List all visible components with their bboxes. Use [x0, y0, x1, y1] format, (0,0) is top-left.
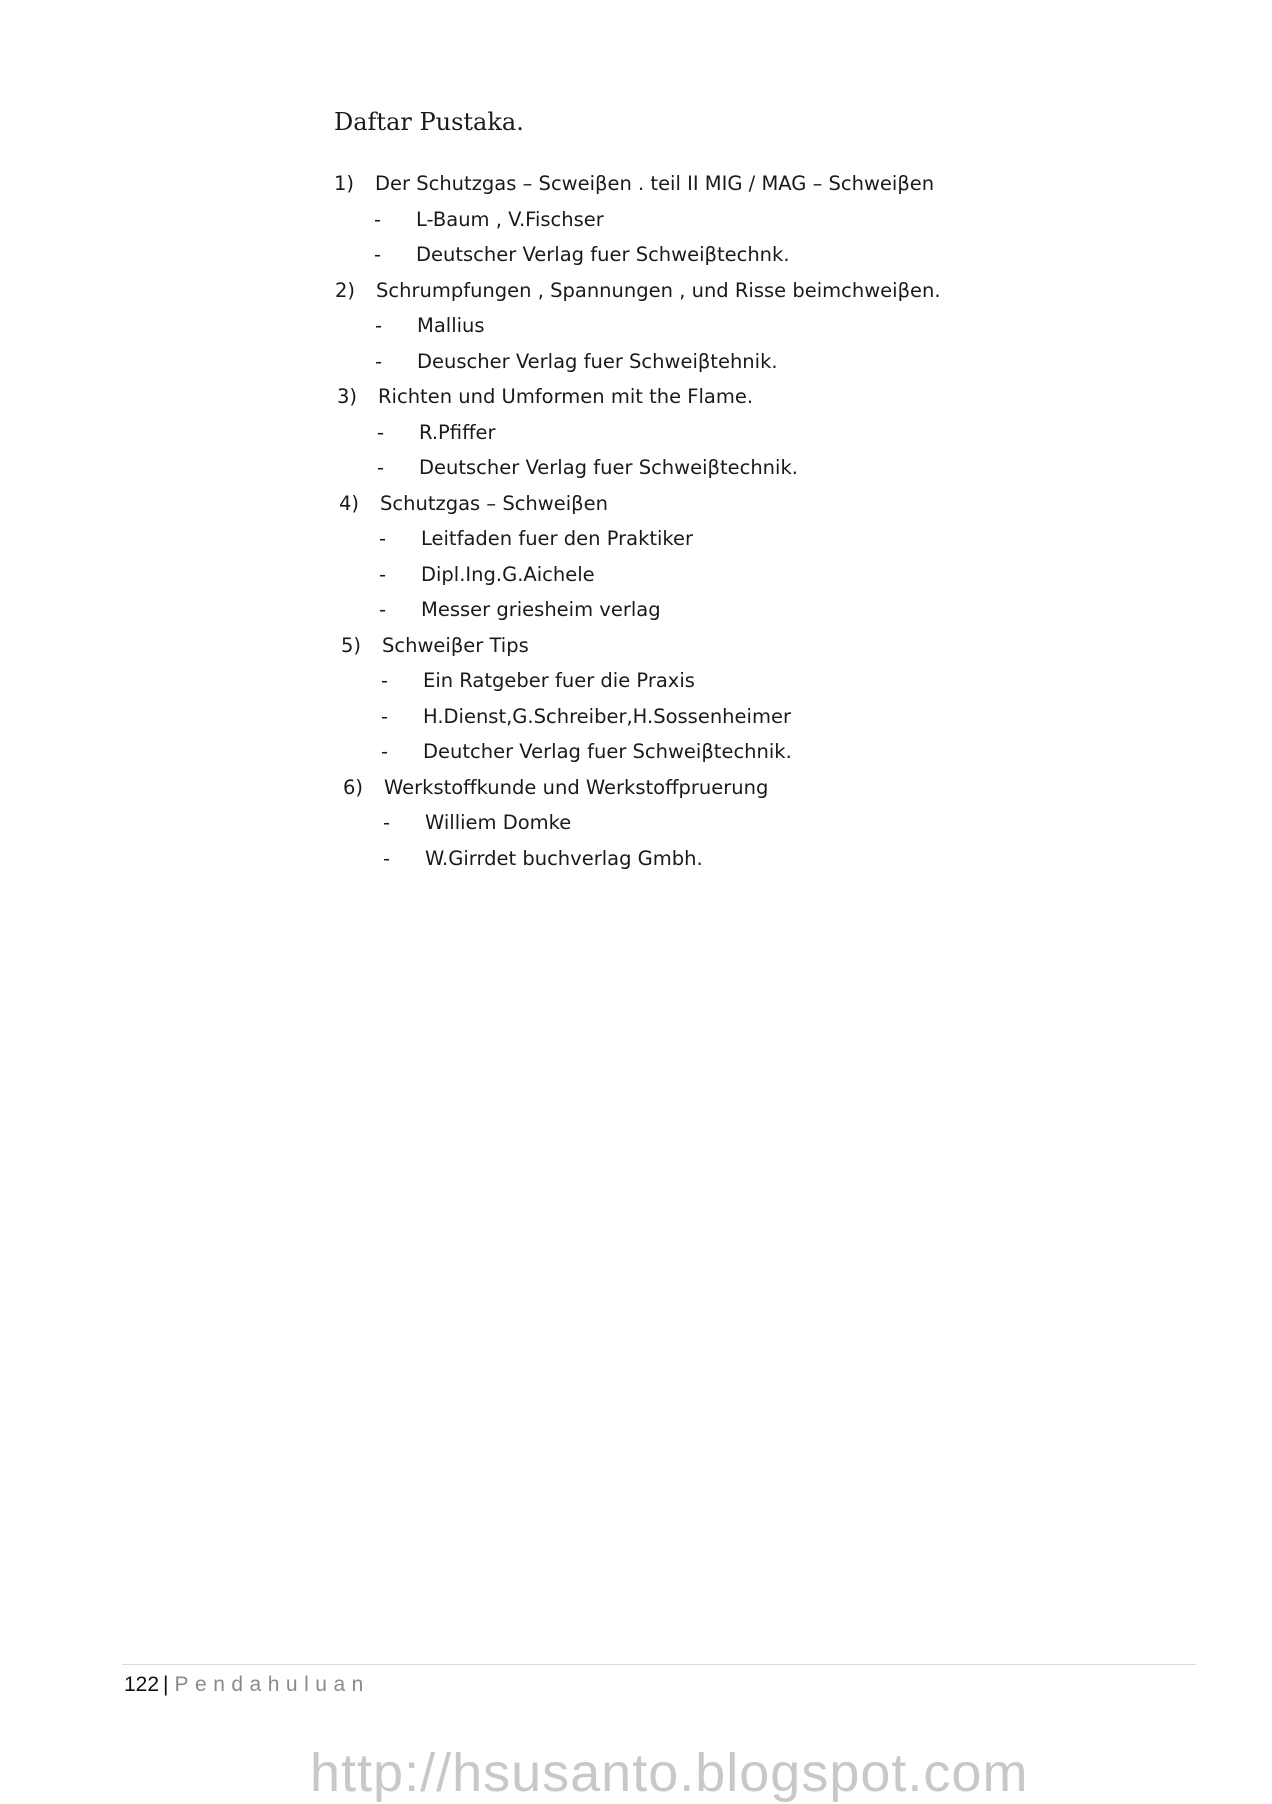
reference-detail-text: L-Baum , V.Fischser: [416, 207, 604, 231]
reference-detail: [339, 592, 1014, 628]
bibliography-scan: [334, 108, 1014, 876]
reference-title-line: [341, 628, 1014, 664]
reference-detail-text: Deutscher Verlag fuer Schweiβtechnik.: [419, 456, 798, 479]
reference-detail-text: Dipl.Ing.G.Aichele: [421, 562, 595, 586]
reference-title: Werkstoffkunde und Werkstoffpruerung: [384, 775, 769, 799]
reference-number: 3): [337, 385, 358, 408]
reference-detail-text: Williem Domke: [425, 811, 572, 834]
page-number: 122: [124, 1673, 160, 1696]
reference-entry: [334, 166, 1014, 273]
reference-number: 1): [334, 172, 355, 195]
reference-list: [334, 166, 1014, 876]
bullet-dash: -: [374, 243, 382, 266]
reference-number: 6): [343, 775, 364, 799]
reference-entry: [341, 628, 1014, 770]
watermark-url[interactable]: http://hsusanto.blogspot.com: [310, 1743, 1029, 1803]
bullet-dash: -: [377, 456, 385, 479]
reference-detail: [341, 699, 1014, 735]
bullet-dash: -: [375, 349, 383, 373]
bullet-dash: -: [381, 704, 389, 728]
reference-detail: [337, 450, 1014, 486]
bullet-dash: -: [379, 562, 387, 586]
reference-title: Schrumpfungen , Spannungen , und Risse beimchweiβen.: [376, 278, 941, 302]
reference-detail-text: Deutcher Verlag fuer Schweiβtechnik.: [423, 740, 792, 763]
reference-number: 5): [341, 633, 362, 657]
reference-detail: [335, 344, 1014, 380]
reference-detail: [343, 805, 1014, 841]
reference-detail: [339, 521, 1014, 557]
reference-detail-text: Deutscher Verlag fuer Schweiβtechnk.: [416, 243, 790, 266]
reference-title: Schutzgas – Schweiβen: [380, 491, 608, 515]
reference-title: Schweiβer Tips: [382, 633, 529, 657]
bullet-dash: -: [375, 314, 383, 337]
bullet-dash: -: [374, 207, 382, 231]
reference-entry: [343, 770, 1014, 877]
reference-detail: [339, 557, 1014, 593]
reference-detail-text: H.Dienst,G.Schreiber,H.Sossenheimer: [423, 704, 791, 728]
bibliography-heading: Daftar Pustaka.: [334, 108, 524, 136]
reference-detail-text: Leitfaden fuer den Praktiker: [421, 527, 694, 550]
reference-title-line: [334, 166, 1014, 202]
bullet-dash: -: [381, 669, 389, 692]
reference-detail: [337, 415, 1014, 451]
reference-detail: [334, 237, 1014, 273]
reference-entry: [339, 486, 1014, 628]
bullet-dash: -: [383, 846, 391, 870]
reference-entry: [337, 379, 1014, 486]
page-footer: [124, 1673, 370, 1697]
bullet-dash: -: [381, 740, 389, 763]
reference-title: Der Schutzgas – Scweiβen . teil II MIG / MAG – Schweiβen: [375, 172, 935, 195]
reference-detail-text: Ein Ratgeber fuer die Praxis: [423, 669, 695, 692]
reference-number: 2): [335, 278, 356, 302]
bullet-dash: -: [379, 527, 387, 550]
reference-detail-text: Messer griesheim verlag: [421, 598, 661, 621]
bullet-dash: -: [379, 598, 387, 621]
reference-title-line: [337, 379, 1014, 415]
reference-detail-text: Deuscher Verlag fuer Schweiβtehnik.: [417, 349, 778, 373]
footer-section-title: Pendahuluan: [174, 1673, 370, 1696]
footer-divider: [122, 1664, 1196, 1665]
reference-title: Richten und Umformen mit the Flame.: [378, 385, 754, 408]
reference-title-line: [343, 770, 1014, 806]
reference-detail: [341, 734, 1014, 770]
reference-title-line: [335, 273, 1014, 309]
reference-detail-text: R.Pfiffer: [419, 420, 496, 444]
reference-detail: [343, 841, 1014, 877]
reference-entry: [335, 273, 1014, 380]
reference-detail: [335, 308, 1014, 344]
reference-detail: [341, 663, 1014, 699]
footer-separator: |: [163, 1673, 169, 1696]
reference-detail-text: Mallius: [417, 314, 485, 337]
reference-detail: [334, 202, 1014, 238]
reference-number: 4): [339, 491, 360, 515]
bullet-dash: -: [383, 811, 391, 834]
reference-detail-text: W.Girrdet buchverlag Gmbh.: [425, 846, 703, 870]
reference-title-line: [339, 486, 1014, 522]
bullet-dash: -: [377, 420, 385, 444]
